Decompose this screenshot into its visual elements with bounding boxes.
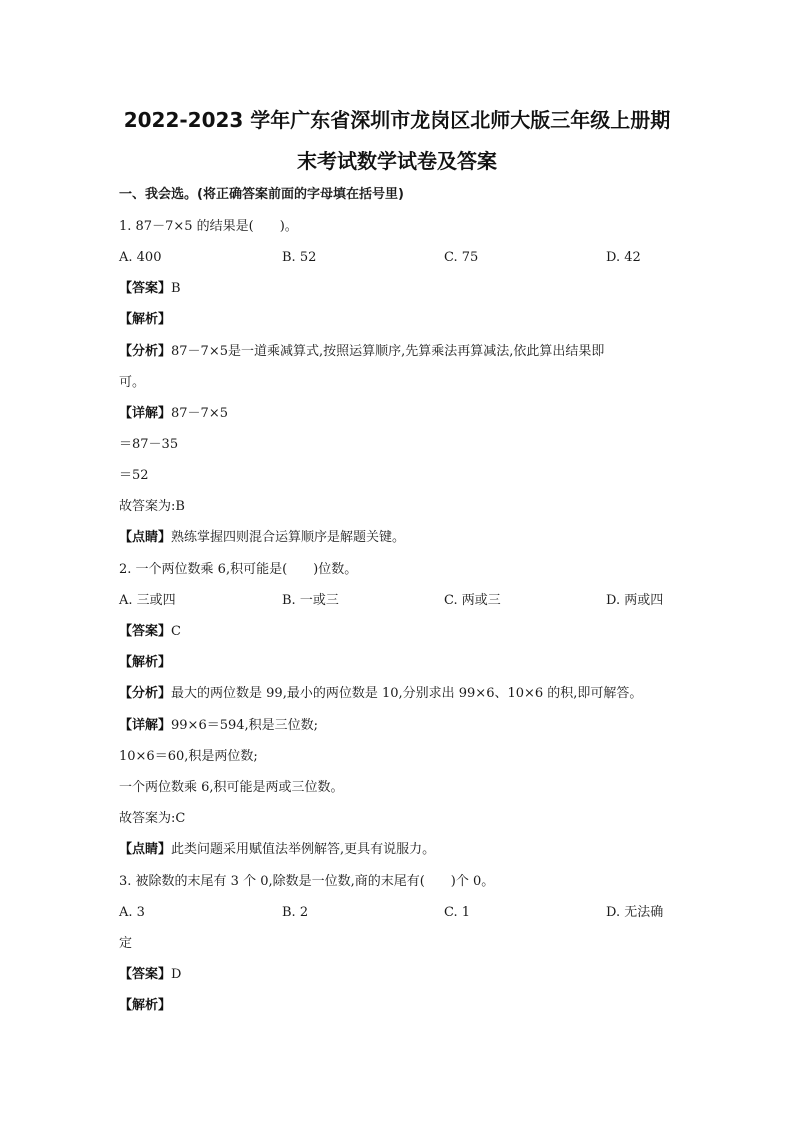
answer-label: 【答案】 bbox=[119, 967, 172, 982]
answer-label: 【答案】 bbox=[119, 624, 172, 639]
analysis-label: 【解析】 bbox=[119, 998, 172, 1013]
question-2-detail bbox=[119, 717, 318, 735]
question-3-option-d-wrap: 定 bbox=[119, 936, 133, 951]
question-2-stem: 2. 一个两位数乘 6,积可能是( )位数。 bbox=[119, 562, 358, 577]
question-2-fenxi bbox=[119, 685, 642, 703]
detail-text: 99×6＝594,积是三位数; bbox=[171, 718, 319, 733]
detail-text: 87－7×5 bbox=[171, 406, 228, 421]
question-3-option-d: D. 无法确 bbox=[606, 905, 664, 920]
answer-value: C bbox=[171, 624, 181, 639]
question-2-answer bbox=[119, 623, 181, 641]
question-1-comment bbox=[119, 529, 405, 547]
question-1-analysis-label bbox=[119, 311, 171, 329]
answer-value: D bbox=[171, 967, 182, 982]
question-3-stem: 3. 被除数的末尾有 3 个 0,除数是一位数,商的末尾有( )个 0。 bbox=[119, 874, 495, 889]
fenxi-label: 【分析】 bbox=[119, 344, 172, 359]
analysis-label: 【解析】 bbox=[119, 312, 172, 327]
answer-label: 【答案】 bbox=[119, 281, 172, 296]
question-1-detail-step-2: ＝87－35 bbox=[119, 437, 179, 452]
question-2-option-d: D. 两或四 bbox=[606, 593, 664, 608]
detail-label: 【详解】 bbox=[119, 718, 172, 733]
question-3-option-b: B. 2 bbox=[282, 905, 309, 920]
question-2-comment bbox=[119, 841, 435, 859]
question-2-option-b: B. 一或三 bbox=[282, 593, 339, 608]
question-3-analysis-label bbox=[119, 997, 171, 1015]
question-1-stem: 1. 87－7×5 的结果是( )。 bbox=[119, 219, 298, 234]
question-1-detail bbox=[119, 405, 228, 423]
analysis-label: 【解析】 bbox=[119, 655, 172, 670]
comment-label: 【点睛】 bbox=[119, 842, 172, 857]
question-2-detail-step-3: 一个两位数乘 6,积可能是两或三位数。 bbox=[119, 780, 344, 795]
question-1-option-b: B. 52 bbox=[282, 250, 317, 265]
detail-label: 【详解】 bbox=[119, 406, 172, 421]
question-2-option-a: A. 三或四 bbox=[119, 593, 176, 608]
answer-value: B bbox=[171, 281, 181, 296]
question-2-detail-step-2: 10×6＝60,积是两位数; bbox=[119, 749, 258, 764]
question-1-fenxi-continued: 可。 bbox=[119, 375, 146, 390]
question-1-answer bbox=[119, 280, 181, 298]
section-heading: 一、我会选。(将正确答案前面的字母填在括号里) bbox=[119, 187, 404, 202]
question-2-analysis-label bbox=[119, 654, 171, 672]
question-1-option-d: D. 42 bbox=[606, 250, 641, 265]
question-2-option-c: C. 两或三 bbox=[444, 593, 501, 608]
document-title-line-1: 2022-2023 学年广东省深圳市龙岗区北师大版三年级上册期 bbox=[123, 108, 671, 132]
comment-text: 熟练掌握四则混合运算顺序是解题关键。 bbox=[171, 530, 406, 545]
comment-label: 【点睛】 bbox=[119, 530, 172, 545]
question-1-final-answer: 故答案为:B bbox=[119, 499, 185, 514]
question-3-option-c: C. 1 bbox=[444, 905, 471, 920]
fenxi-text: 87－7×5是一道乘减算式,按照运算顺序,先算乘法再算减法,依此算出结果即 bbox=[171, 344, 605, 359]
question-1-fenxi bbox=[119, 343, 604, 361]
comment-text: 此类问题采用赋值法举例解答,更具有说服力。 bbox=[171, 842, 436, 857]
question-3-option-a: A. 3 bbox=[119, 905, 145, 920]
document-title-line-2: 末考试数学试卷及答案 bbox=[297, 149, 497, 173]
question-3-answer bbox=[119, 966, 181, 984]
question-1-detail-step-3: ＝52 bbox=[119, 468, 149, 483]
fenxi-text: 最大的两位数是 99,最小的两位数是 10,分别求出 99×6、10×6 的积,即可解答。 bbox=[171, 686, 643, 701]
question-1-option-a: A. 400 bbox=[119, 250, 162, 265]
question-1-option-c: C. 75 bbox=[444, 250, 479, 265]
fenxi-label: 【分析】 bbox=[119, 686, 172, 701]
question-2-final-answer: 故答案为:C bbox=[119, 811, 186, 826]
